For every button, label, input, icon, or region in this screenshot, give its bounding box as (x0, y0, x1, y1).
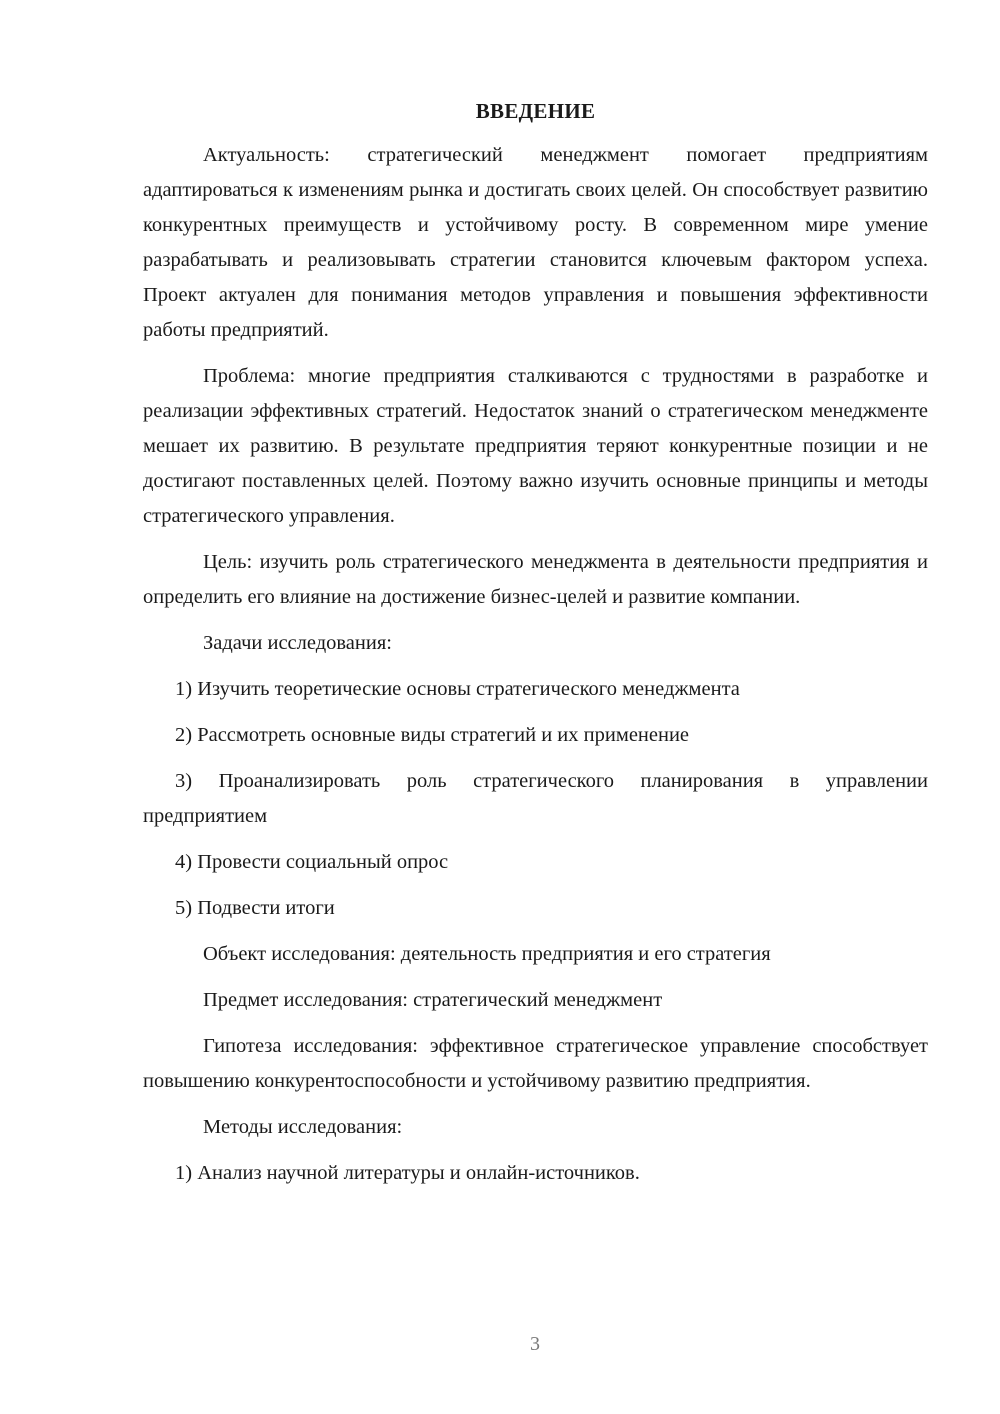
task-item-3: 3) Проанализировать роль стратегического планирования в управлении предприятием (143, 770, 928, 827)
relevance-paragraph: Актуальность: стратегический менеджмент помогает предприятиям адаптироваться к изменениям рынка и достигать своих целей. Он способствует развитию конкурентных преимуществ и устойчивому росту. В современном мире умение разрабатывать и реализовывать стратегии становится ключевым фактором успеха. Проект актуален для понимания методов управления и повышения эффективности работы предприятий. (143, 144, 928, 341)
subject-paragraph: Предмет исследования: стратегический менеджмент (203, 989, 663, 1011)
hypothesis-paragraph: Гипотеза исследования: эффективное стратегическое управление способствует повышению конкурентоспособности и устойчивому развитию предприятия. (143, 1035, 928, 1092)
section-heading: ВВЕДЕНИЕ (475, 99, 596, 123)
goal-paragraph: Цель: изучить роль стратегического менеджмента в деятельности предприятия и определить его влияние на достижение бизнес-целей и развитие компании. (143, 551, 928, 608)
task-item-1: 1) Изучить теоретические основы стратегического менеджмента (175, 678, 740, 700)
problem-paragraph: Проблема: многие предприятия сталкиваются с трудностями в разработке и реализации эффективных стратегий. Недостаток знаний о стратегическом менеджменте мешает их развитию. В результате предприятия теряют конкурентные позиции и не достигают поставленных целей. Поэтому важно изучить основные принципы и методы стратегического управления. (143, 365, 928, 527)
task-item-5: 5) Подвести итоги (175, 897, 335, 919)
methods-title: Методы исследования: (203, 1116, 403, 1138)
document-page (143, 96, 928, 1191)
object-paragraph: Объект исследования: деятельность предприятия и его стратегия (203, 943, 771, 965)
tasks-title: Задачи исследования: (203, 632, 392, 654)
page-number: 3 (530, 1333, 540, 1355)
task-item-4: 4) Провести социальный опрос (175, 851, 449, 873)
task-item-2: 2) Рассмотреть основные виды стратегий и их применение (175, 724, 690, 746)
method-item-1: 1) Анализ научной литературы и онлайн-источников. (175, 1162, 640, 1184)
